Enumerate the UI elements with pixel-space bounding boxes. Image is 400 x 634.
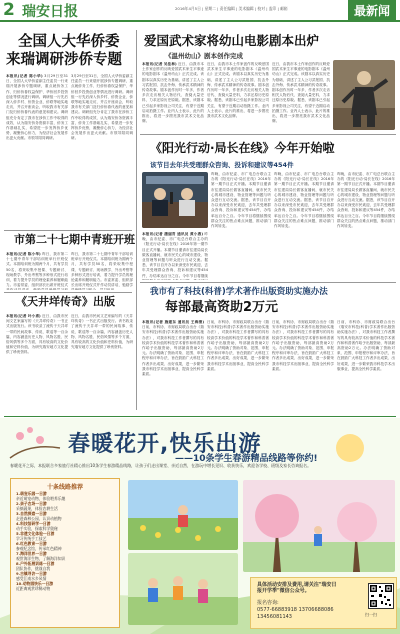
- article-6-body-col2: [207, 320, 269, 410]
- article-5-text: 近日，由我市民间文艺家编写的《天井垟传奇》一书正式出版发行。该书收录了流传于天井垟一带的民间故事、传说、歌谣等一百余篇，内容涵盖历史人物、风物名胜、民俗风情等多个方面，具有较高的文化价值和史料价值，为研究瑞安地方文化提供了珍贵资料。: [6, 314, 68, 355]
- route-name: 4.科技馆研学一日游: [16, 521, 51, 526]
- route-desc: 走进森林公园，认识动植物: [16, 516, 62, 521]
- article-2-text-cont: 近日，由我市本土作家创作的反映爱国武术家生平事迹的电影剧本《温州幼山》正式完成。该剧本以真实历史为基础，讲述了主人公习武报国、抗击外侮、传承武术精神的传奇故事。剧本创作历时一年多，作者多次走访相关人物后代、查阅大量史料，力求还原历史原貌。据悉，该剧本已引起多家影视公司关注，有望于近期启动拍摄工作。业内人士表示，此片的推出，将进一步擦亮我市武术文化品牌。: [207, 62, 269, 119]
- article-5-body-col2: [71, 314, 133, 410]
- article-2-text-cont2: 近日，由我市本土作家创作的反映爱国武术家生平事迹的电影剧本《温州幼山》正式完成。该剧本以真实历史为基础，讲述了主人公习武报国、抗击外侮、传承武术精神的传奇故事。剧本创作历时一年多，作者多次走访相关人物后代、查阅大量史料，力求还原历史原貌。据悉，该剧本已引起多家影视公司关注，有望于近期启动拍摄工作。业内人士表示，此片的推出，将进一步擦亮我市武术文化品牌。: [272, 62, 330, 124]
- contact-intro-line2: 报开学季"微信公众号。: [257, 588, 310, 594]
- route-name: 6.红色教育一日游: [16, 541, 47, 546]
- routes-panel: [10, 478, 120, 628]
- hotline-label: 报名咨询:: [257, 600, 279, 606]
- article-6-body: [142, 320, 204, 410]
- article-1-body-col2: [71, 74, 133, 226]
- article-5-text-cont: 近日，由我市民间文艺家编写的《天井垟传奇》一书正式出版发行。该书收录了流传于天井垟一带的民间故事、传说、歌谣等一百余篇，内容涵盖历史人物、风物名胜、民俗风情等多个方面，具有较高的文化价值和史料价值，为研究瑞安地方文化提供了珍贵资料。: [71, 314, 133, 350]
- contact-intro-line1: 具体活动安排及费用,请关注"瑞安日: [257, 582, 337, 588]
- article-2-photo: [333, 60, 395, 130]
- route-name: 10.动物园快乐一日游: [16, 581, 54, 586]
- section-divider: [4, 416, 396, 417]
- article-2-body-col2: [207, 62, 269, 130]
- article-4-byline: 本报讯(记者 陈小华): [6, 252, 41, 256]
- article-1-headline-2: 来瑞调研涉侨专题: [6, 52, 122, 68]
- cherry-blossom-photo-icon: [243, 480, 395, 572]
- article-2-byline: 本报讯(记者 吴佳林): [142, 62, 177, 66]
- row-divider: [4, 230, 132, 231]
- article-2-text: 近日，由我市本土作家创作的反映爱国武术家生平事迹的电影剧本《温州幼山》正式完成。该剧本以真实历史为基础，讲述了主人公习武报国、抗击外侮、传承武术精神的传奇故事。剧本创作历时一年多，作者多次走访相关人物后代、查阅大量史料，力求还原历史原貌。据悉，该剧本已引起多家影视公司关注，有望于近期启动拍摄工作。业内人士表示，此片的推出，将进一步擦亮我市武术文化品牌。: [142, 62, 204, 124]
- route-desc: 动手实验，探索科学奥秘: [16, 526, 58, 531]
- article-6-text-cont: 日前，市科协、市财政局联合出台《瑞安市科技(科普)学术著作出版资助实施办法》，对我市科技工作者撰写的具有较高学术价值的科技学术著作和科普著作给予出版资助，每部最高资助2万元。办法明确了资助对象、范围、申报程序和评审办法，旨在鼓励广大科技工作者多出成果、出好成果，进一步繁荣我市科技学术出版事业，提高全民科学素质。: [207, 320, 269, 371]
- article-3-body-col3: [274, 172, 334, 280]
- hotline-phone-2: 13456081143: [257, 614, 292, 620]
- article-3-text-cont: 昨晚，由市纪委、市广电总台联合主办的《阳光行动·局长在线》2016年第一期节目正式开播。本期节目邀请市住建局局长做客直播间，就市民关心的城市建设、物业管理等问题与听众进行互动交流。据悉，该节目自开办以来深受市民欢迎，去年共受理群众咨询、投诉和建议等454件，办结率达百分之百。今年节目将继续围绕群众关注的热点难点问题，推动部门作风转变。: [211, 172, 271, 229]
- article-4-body: [6, 252, 68, 290]
- route-name: 3.自然探索一日游: [16, 511, 47, 516]
- route-item: [11, 511, 119, 521]
- spring-photo-3: [243, 480, 395, 572]
- route-item: [11, 541, 119, 551]
- route-item: [11, 551, 119, 561]
- route-desc: 采摘蔬果，体验农耕生活: [16, 506, 58, 511]
- route-name: 9.古镇寻访一日游: [16, 571, 47, 576]
- row-divider: [140, 282, 396, 283]
- spring-photo-2: [128, 553, 238, 625]
- route-item: [11, 491, 119, 501]
- article-3-headline: 《阳光行动·局长在线》今年开始啦: [150, 141, 335, 155]
- article-6-headline-2: 每部最高资助2万元: [165, 300, 279, 315]
- article-2-headline: 爱国武术家将幼山电影剧本出炉: [144, 33, 320, 48]
- route-name: 5.非遗文化体验一日游: [16, 531, 55, 536]
- route-item: [11, 501, 119, 511]
- article-1-text: 3月29日至31日，全国人大华侨委副主任委员一行来瑞开展涉侨专题调研，重点就侨务工作、归侨侨眷权益保护、华侨回乡投资创业等情况进行调研。调研组一行先后深入侨乡村、侨资企业、侨联等地实地走访，并召开座谈会，听取我市有关部门及归侨侨眷代表的意见和建议。调研组充分肯定了我市在涉侨工作中取得的成效，认为瑞安侨务资源丰富，侨务工作基础扎实，希望进一步发挥侨乡优势，凝聚侨心侨力，为经济社会发展作出更大贡献。市领导陪同调研。: [6, 74, 68, 141]
- article-6-byline: 本报讯(记者 施建东 通讯员 王海清): [142, 320, 204, 324]
- article-2-subtitle: 《温州幼山》剧本创作完成: [165, 52, 243, 60]
- hotline-phone-1: 0577-66883918 13706688086: [257, 607, 334, 613]
- article-6-text-cont3: 日前，市科协、市财政局联合出台《瑞安市科技(科普)学术著作出版资助实施办法》，对我市科技工作者撰写的具有较高学术价值的科技学术著作和科普著作给予出版资助，每部最高资助2万元。办法明确了资助对象、范围、申报程序和评审办法，旨在鼓励广大科技工作者多出成果、出好成果，进一步繁荣我市科技学术出版事业，提高全民科学素质。: [337, 320, 395, 371]
- article-3-text-cont2: 昨晚，由市纪委、市广电总台联合主办的《阳光行动·局长在线》2016年第一期节目正式开播。本期节目邀请市住建局局长做客直播间，就市民关心的城市建设、物业管理等问题与听众进行互动交流。据悉，该节目自开办以来深受市民欢迎，去年共受理群众咨询、投诉和建议等454件，办结率达百分之百。今年节目将继续围绕群众关注的热点难点问题，推动部门作风转变。: [274, 172, 334, 229]
- row-divider: [140, 134, 396, 135]
- row-divider: [4, 292, 132, 293]
- route-item: [11, 521, 119, 531]
- article-4-text-cont: 昨日，我市第二十七期中青年干部培训班举行开班仪式。本期培训班为期两个月，共有学员50名，将采取集中授课、专题研讨、现场教学、外出考察等多种形式进行培训，着力提升学员的理论素养和履职能力。市委常委、组织部长出席开班仪式并作动员讲话，勉励学: [71, 252, 133, 288]
- route-desc: 团队协作，挑战自我: [16, 566, 51, 571]
- article-1-text-cont: 3月29日至31日，全国人大华侨委副主任委员一行来瑞开展涉侨专题调研，重点就侨务工作、归侨侨眷权益保护、华侨回乡投资创业等情况进行调研。调研组一行先后深入侨乡村、侨资企业、侨联等地实地走访，并召开座谈会，听取我市有关部门及归侨侨眷代表的意见和建议。调研组充分肯定了我市在涉侨工作中取得的成效，认为瑞安侨务资源丰富，侨务工作基础扎实，希望进一步发挥侨乡优势，凝聚侨心侨力，为经济社会发展作出更大贡献。市领导陪同调研。: [71, 74, 133, 141]
- article-3-body-col4: [337, 172, 395, 280]
- route-item: [11, 531, 119, 541]
- article-3-text-cont3: 昨晚，由市纪委、市广电总台联合主办的《阳光行动·局长在线》2016年第一期节目正式开播。本期节目邀请市住建局局长做客直播间，就市民关心的城市建设、物业管理等问题与听众进行互动交流。据悉，该节目自开办以来深受市民欢迎，去年共受理群众咨询、投诉和建议等454件，办结率达百分之百。今年节目将继续围绕群众关注的热点难点问题，推动部门作风转变。: [337, 172, 395, 229]
- article-6-text: 日前，市科协、市财政局联合出台《瑞安市科技(科普)学术著作出版资助实施办法》，对我市科技工作者撰写的具有较高学术价值的科技学术著作和科普著作给予出版资助，每部最高资助2万元。办法明确了资助对象、范围、申报程序和评审办法，旨在鼓励广大科技工作者多出成果、出好成果，进一步繁荣我市科技学术出版事业，提高全民科学素质。: [142, 325, 204, 377]
- route-list: [11, 491, 119, 591]
- route-item: [11, 571, 119, 581]
- article-3-body-col2: [211, 172, 271, 280]
- spring-intro: 春暖花开之际，本报联合多家旅行社精心推出10条学生春游精品线路，让孩子们走出课堂、亲近自然，在游玩中增长见识、收获快乐，欢迎各学校、班级及家长咨询报名。: [10, 463, 312, 468]
- route-name: 7.海洋世界一日游: [16, 551, 47, 556]
- route-item: [11, 581, 119, 591]
- children-outing-photo-icon: [128, 553, 238, 625]
- qr-code-icon: [369, 584, 393, 608]
- article-2-body: [142, 62, 204, 130]
- route-name: 8.户外拓展训练一日游: [16, 561, 55, 566]
- route-item: [11, 561, 119, 571]
- contact-intro: [257, 582, 337, 594]
- article-3-photo: [142, 172, 208, 228]
- route-desc: 学习传统手工技艺: [16, 536, 47, 541]
- spring-headline: 春暖花开,快乐出游: [68, 432, 262, 457]
- article-1-headline-1: 全国人大华侨委: [18, 34, 120, 50]
- dateline: 2016年4月5日 | 星期二 | 责任编辑 | 美术编辑 | 校对 | 监印 | 邮箱: [175, 6, 288, 11]
- martial-artist-photo-icon: [333, 60, 395, 130]
- contact-panel: [250, 577, 397, 629]
- route-name: 2.亲子农场一日游: [16, 501, 47, 506]
- qr-code[interactable]: [368, 583, 394, 609]
- article-3-subtitle: 该节目去年共受理群众咨询、投诉和建议等454件: [150, 161, 294, 169]
- route-desc: 感受江南水乡风情: [16, 576, 47, 581]
- article-3-byline: 本报讯(记者 潘丽青 通讯员 黄小燕): [142, 232, 204, 236]
- column-divider: [136, 30, 137, 410]
- masthead: [0, 0, 400, 22]
- route-desc: 亲近萌宠动物，体验喂养乐趣: [16, 496, 66, 501]
- newspaper-brand: 瑞安日报: [22, 4, 78, 20]
- qr-caption: 扫一扫: [365, 612, 377, 617]
- article-6-text-cont2: 日前，市科协、市财政局联合出台《瑞安市科技(科普)学术著作出版资助实施办法》，对我市科技工作者撰写的具有较高学术价值的科技学术著作和科普著作给予出版资助，每部最高资助2万元。办法明确了资助对象、范围、申报程序和评审办法，旨在鼓励广大科技工作者多出成果、出好成果，进一步繁荣我市科技学术出版事业，提高全民科学素质。: [272, 320, 334, 371]
- article-4-body-col2: [71, 252, 133, 290]
- route-name: 1.萌宠乐园一日游: [16, 491, 47, 496]
- article-6-body-col4: [337, 320, 395, 410]
- section-tag: 最新闻: [348, 0, 396, 21]
- route-desc: 近距离观赏珍稀动物: [16, 586, 51, 591]
- flower-field-photo-icon: [128, 480, 238, 550]
- route-desc: 参观纪念馆，传承红色精神: [16, 546, 62, 551]
- article-3-body: [142, 232, 208, 280]
- page-number: 2: [3, 0, 15, 20]
- article-6-headline-1: 我市有了科技(科普)学术著作出版资助实施办法: [150, 287, 328, 297]
- route-desc: 观赏海洋生物，了解海洋知识: [16, 556, 66, 561]
- routes-panel-title: 十条线路推荐: [46, 484, 83, 491]
- article-6-body-col3: [272, 320, 334, 410]
- article-5-body: [6, 314, 68, 410]
- article-5-byline: 本报讯(记者 叶小勇): [6, 314, 41, 318]
- article-2-body-col3: [272, 62, 330, 130]
- spring-subheadline: ——10条学生春游精品线路等你约!: [175, 454, 318, 464]
- article-4-headline: 市第二十七期中青班开班: [14, 233, 135, 246]
- radio-studio-photo-icon: [142, 172, 208, 228]
- article-4-text: 昨日，我市第二十七期中青年干部培训班举行开班仪式。本期培训班为期两个月，共有学员50名，将采取集中授课、专题研讨、现场教学、外出考察等多种形式进行培训，着力提升学员的理论素养和履职能力。市委常委、组织部长出席开班仪式: [6, 252, 68, 288]
- article-1-byline: 本报讯(记者 陈小华): [6, 74, 43, 78]
- spring-photo-1: [128, 480, 238, 550]
- article-1-body: [6, 74, 68, 226]
- article-3-text: 昨晚，由市纪委、市广电总台联合主办的《阳光行动·局长在线》2016年第一期节目正式开播。本期节目邀请市住建局局长做客直播间，就市民关心的城市建设、物业管理等问题与听众进行互动交流。据悉，该节目自开办以来深受市民欢迎，去年共受理群众咨询、投诉和建议等454件，办结率达百分之百。今年节目将继续: [142, 232, 208, 278]
- article-5-headline: 《天井垟传奇》出版: [16, 295, 115, 308]
